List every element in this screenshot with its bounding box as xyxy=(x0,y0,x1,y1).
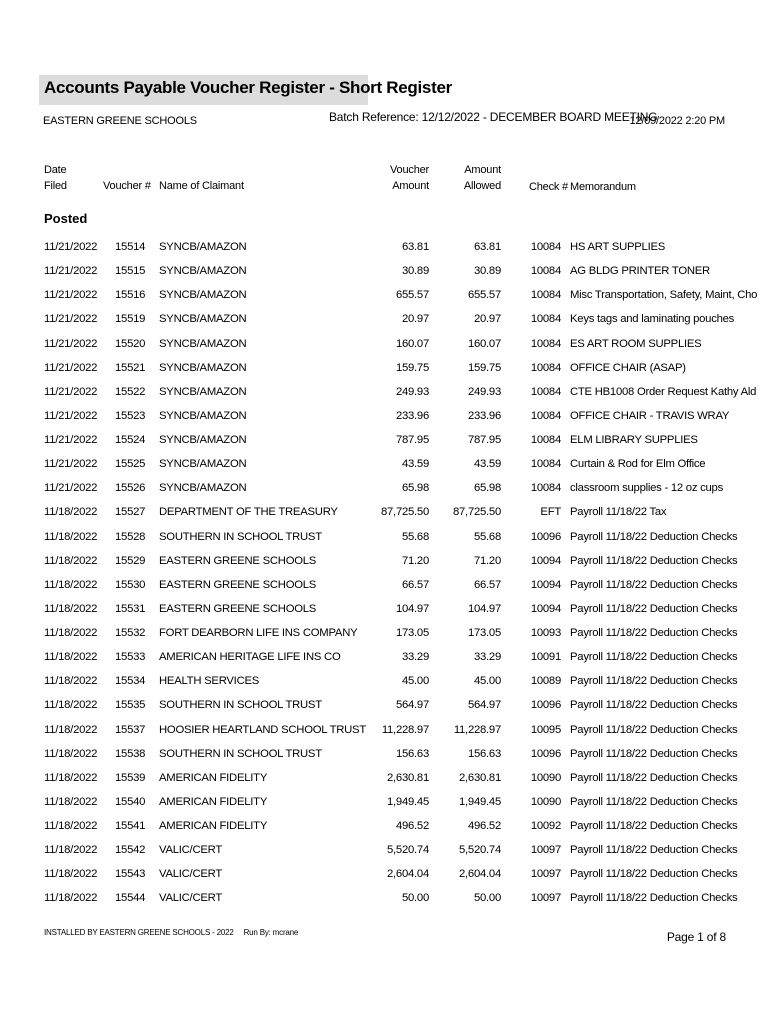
cell-date: 11/18/2022 xyxy=(44,506,98,519)
cell-check-number: 10084 xyxy=(530,458,561,471)
cell-claimant: SOUTHERN IN SCHOOL TRUST xyxy=(159,530,322,543)
cell-amount-allowed: 65.98 xyxy=(473,482,501,495)
cell-claimant: VALIC/CERT xyxy=(159,844,222,857)
cell-voucher-number: 15526 xyxy=(115,482,146,495)
cell-amount-allowed: 66.57 xyxy=(473,578,501,591)
cell-voucher-number: 15543 xyxy=(115,868,146,881)
cell-check-number: 10092 xyxy=(530,820,561,832)
cell-voucher-amount: 564.97 xyxy=(395,699,429,712)
cell-memorandum: Curtain & Rod for Elm Office xyxy=(570,458,706,471)
table-row xyxy=(0,791,770,815)
cell-check-number: 10097 xyxy=(530,892,561,905)
cell-date: 11/18/2022 xyxy=(44,602,98,615)
cell-memorandum: AG BLDG PRINTER TONER xyxy=(570,265,710,278)
cell-amount-allowed: 71.20 xyxy=(473,554,501,567)
cell-check-number: 10084 xyxy=(530,482,561,495)
cell-date: 11/21/2022 xyxy=(44,458,98,471)
cell-memorandum: Payroll 11/18/22 Deduction Checks xyxy=(570,723,738,736)
cell-check-number: 10091 xyxy=(530,651,561,664)
cell-voucher-number: 15537 xyxy=(115,723,146,736)
cell-date: 11/18/2022 xyxy=(44,699,98,712)
cell-voucher-amount: 87,725.50 xyxy=(380,506,429,519)
cell-amount-allowed: 787.95 xyxy=(467,434,501,446)
column-header-memorandum: Memorandum xyxy=(570,181,636,193)
table-row xyxy=(0,574,770,598)
cell-voucher-number: 15521 xyxy=(115,361,146,374)
cell-claimant: SYNCB/AMAZON xyxy=(159,434,247,446)
cell-amount-allowed: 159.75 xyxy=(467,361,501,374)
cell-claimant: EASTERN GREENE SCHOOLS xyxy=(159,578,317,591)
column-header-check-number: Check # xyxy=(529,181,568,193)
cell-claimant: VALIC/CERT xyxy=(159,868,222,881)
cell-date: 11/18/2022 xyxy=(44,795,98,808)
cell-date: 11/21/2022 xyxy=(44,482,98,495)
column-header-voucher-amount-line2: Amount xyxy=(392,180,429,192)
cell-date: 11/18/2022 xyxy=(44,675,98,688)
cell-amount-allowed: 43.59 xyxy=(473,458,501,471)
cell-voucher-amount: 33.29 xyxy=(401,651,429,664)
cell-memorandum: Payroll 11/18/22 Deduction Checks xyxy=(570,747,738,760)
cell-date: 11/18/2022 xyxy=(44,771,98,784)
table-row xyxy=(0,694,770,718)
cell-voucher-amount: 1,949.45 xyxy=(387,795,429,808)
column-header-amount-allowed-line2: Allowed xyxy=(463,180,501,192)
cell-date: 11/18/2022 xyxy=(44,844,98,857)
table-row xyxy=(0,743,770,767)
cell-amount-allowed: 55.68 xyxy=(473,530,501,543)
column-header-voucher-amount xyxy=(390,162,429,194)
cell-date: 11/18/2022 xyxy=(44,530,98,543)
cell-check-number: 10084 xyxy=(530,434,561,446)
cell-voucher-amount: 2,604.04 xyxy=(387,868,429,881)
cell-amount-allowed: 173.05 xyxy=(467,627,501,639)
table-row xyxy=(0,670,770,694)
cell-voucher-number: 15538 xyxy=(115,747,146,760)
cell-check-number: 10084 xyxy=(530,313,561,326)
column-header-date-line2: Filed xyxy=(44,180,67,192)
cell-voucher-number: 15514 xyxy=(115,241,146,253)
cell-voucher-number: 15522 xyxy=(115,385,146,398)
cell-memorandum: Payroll 11/18/22 Deduction Checks xyxy=(570,675,738,688)
cell-date: 11/18/2022 xyxy=(44,554,98,567)
cell-memorandum: Payroll 11/18/22 Deduction Checks xyxy=(570,530,738,543)
cell-voucher-amount: 11,228.97 xyxy=(381,723,429,736)
cell-claimant: AMERICAN FIDELITY xyxy=(159,771,268,784)
cell-amount-allowed: 249.93 xyxy=(467,385,501,398)
cell-claimant: SOUTHERN IN SCHOOL TRUST xyxy=(159,699,322,712)
cell-voucher-number: 15516 xyxy=(115,289,146,302)
table-row xyxy=(0,477,770,501)
cell-voucher-amount: 173.05 xyxy=(395,627,429,639)
cell-claimant: SYNCB/AMAZON xyxy=(159,289,247,302)
cell-claimant: SYNCB/AMAZON xyxy=(159,265,247,278)
batch-reference: Batch Reference: 12/12/2022 - DECEMBER BOARD MEETING xyxy=(329,110,658,124)
column-header-date xyxy=(44,162,67,194)
cell-voucher-amount: 160.07 xyxy=(395,337,429,350)
cell-amount-allowed: 104.97 xyxy=(467,602,501,615)
cell-claimant: AMERICAN HERITAGE LIFE INS CO xyxy=(159,651,341,664)
run-timestamp: 12/09/2022 2:20 PM xyxy=(629,115,725,127)
cell-voucher-number: 15542 xyxy=(115,844,146,857)
cell-memorandum: Payroll 11/18/22 Deduction Checks xyxy=(570,771,738,784)
cell-memorandum: Payroll 11/18/22 Deduction Checks xyxy=(570,554,738,567)
cell-voucher-amount: 71.20 xyxy=(401,554,429,567)
cell-memorandum: Payroll 11/18/22 Deduction Checks xyxy=(570,844,738,857)
cell-claimant: SYNCB/AMAZON xyxy=(159,458,247,471)
cell-voucher-number: 15525 xyxy=(115,458,146,471)
cell-memorandum: ES ART ROOM SUPPLIES xyxy=(570,337,702,350)
cell-amount-allowed: 87,725.50 xyxy=(452,506,501,519)
cell-voucher-amount: 5,520.74 xyxy=(387,844,429,857)
cell-amount-allowed: 5,520.74 xyxy=(459,844,501,857)
cell-date: 11/21/2022 xyxy=(44,337,98,350)
cell-voucher-amount: 159.75 xyxy=(395,361,429,374)
cell-memorandum: classroom supplies - 12 oz cups xyxy=(570,482,723,495)
cell-voucher-number: 15544 xyxy=(115,892,146,905)
column-header-voucher-number: Voucher # xyxy=(103,180,151,192)
cell-memorandum: Payroll 11/18/22 Deduction Checks xyxy=(570,795,738,808)
cell-amount-allowed: 156.63 xyxy=(467,747,501,760)
cell-date: 11/18/2022 xyxy=(44,651,98,664)
cell-voucher-number: 15535 xyxy=(115,699,146,712)
cell-memorandum: Payroll 11/18/22 Deduction Checks xyxy=(570,627,738,639)
table-row xyxy=(0,526,770,550)
cell-claimant: SYNCB/AMAZON xyxy=(159,361,247,374)
cell-voucher-amount: 787.95 xyxy=(395,434,429,446)
cell-claimant: FORT DEARBORN LIFE INS COMPANY xyxy=(159,627,358,639)
cell-claimant: EASTERN GREENE SCHOOLS xyxy=(159,602,317,615)
cell-date: 11/18/2022 xyxy=(44,627,98,639)
cell-voucher-number: 15519 xyxy=(115,313,146,326)
footer-installed-text: INSTALLED BY EASTERN GREENE SCHOOLS - 2022 xyxy=(44,928,234,937)
cell-voucher-amount: 30.89 xyxy=(401,265,429,278)
cell-voucher-number: 15523 xyxy=(115,409,146,422)
cell-check-number: 10093 xyxy=(530,627,561,639)
column-header-amount-allowed-line1: Amount xyxy=(464,164,501,176)
cell-check-number: 10096 xyxy=(530,530,561,543)
cell-memorandum: Payroll 11/18/22 Deduction Checks xyxy=(570,868,738,881)
cell-date: 11/21/2022 xyxy=(44,385,98,398)
cell-voucher-number: 15534 xyxy=(115,675,146,688)
cell-memorandum: Payroll 11/18/22 Deduction Checks xyxy=(570,651,738,664)
cell-date: 11/18/2022 xyxy=(44,747,98,760)
cell-voucher-number: 15515 xyxy=(115,265,146,278)
cell-check-number: 10097 xyxy=(530,844,561,857)
table-row xyxy=(0,839,770,863)
cell-voucher-amount: 63.81 xyxy=(401,241,429,253)
cell-check-number: 10096 xyxy=(530,699,561,712)
cell-claimant: SYNCB/AMAZON xyxy=(159,241,247,253)
cell-check-number: 10089 xyxy=(530,675,561,688)
cell-voucher-amount: 66.57 xyxy=(401,578,429,591)
cell-voucher-number: 15528 xyxy=(115,530,146,543)
table-row xyxy=(0,357,770,381)
table-row xyxy=(0,453,770,477)
cell-claimant: AMERICAN FIDELITY xyxy=(159,795,268,808)
section-label-posted: Posted xyxy=(44,211,88,226)
cell-memorandum: Payroll 11/18/22 Deduction Checks xyxy=(570,602,738,615)
cell-voucher-number: 15527 xyxy=(115,506,146,519)
table-row xyxy=(0,333,770,357)
cell-voucher-amount: 43.59 xyxy=(401,458,429,471)
cell-check-number: 10084 xyxy=(530,385,561,398)
table-row xyxy=(0,284,770,308)
cell-amount-allowed: 2,604.04 xyxy=(459,868,501,881)
table-row xyxy=(0,598,770,622)
cell-amount-allowed: 1,949.45 xyxy=(459,795,501,808)
cell-claimant: EASTERN GREENE SCHOOLS xyxy=(159,554,317,567)
cell-voucher-amount: 496.52 xyxy=(395,820,429,832)
cell-check-number: 10084 xyxy=(530,361,561,374)
cell-claimant: SYNCB/AMAZON xyxy=(159,337,247,350)
cell-claimant: VALIC/CERT xyxy=(159,892,222,905)
cell-amount-allowed: 20.97 xyxy=(473,313,501,326)
table-row xyxy=(0,646,770,670)
cell-amount-allowed: 33.29 xyxy=(473,651,501,664)
cell-voucher-number: 15531 xyxy=(115,602,146,615)
cell-voucher-amount: 655.57 xyxy=(395,289,429,302)
column-header-claimant: Name of Claimant xyxy=(159,180,244,192)
cell-date: 11/21/2022 xyxy=(44,241,98,253)
cell-claimant: HEALTH SERVICES xyxy=(159,675,260,688)
cell-date: 11/18/2022 xyxy=(44,820,98,832)
cell-claimant: SYNCB/AMAZON xyxy=(159,385,247,398)
footer-run-by: Run By: mcrane xyxy=(243,928,299,937)
column-header-date-line1: Date xyxy=(44,164,67,176)
cell-date: 11/18/2022 xyxy=(44,892,98,905)
cell-voucher-number: 15530 xyxy=(115,578,146,591)
cell-voucher-amount: 249.93 xyxy=(395,385,429,398)
cell-date: 11/21/2022 xyxy=(44,313,98,326)
cell-check-number: 10095 xyxy=(530,723,561,736)
cell-claimant: DEPARTMENT OF THE TREASURY xyxy=(159,506,338,519)
cell-check-number: EFT xyxy=(540,506,561,519)
cell-amount-allowed: 233.96 xyxy=(467,409,501,422)
cell-memorandum: Payroll 11/18/22 Deduction Checks xyxy=(570,699,738,712)
cell-check-number: 10084 xyxy=(530,265,561,278)
cell-voucher-amount: 2,630.81 xyxy=(387,771,429,784)
cell-amount-allowed: 2,630.81 xyxy=(459,771,501,784)
cell-check-number: 10096 xyxy=(530,747,561,760)
table-row xyxy=(0,308,770,332)
cell-voucher-amount: 45.00 xyxy=(401,675,429,688)
cell-voucher-amount: 233.96 xyxy=(395,409,429,422)
cell-voucher-amount: 55.68 xyxy=(401,530,429,543)
cell-voucher-amount: 156.63 xyxy=(395,747,429,760)
cell-memorandum: Payroll 11/18/22 Deduction Checks xyxy=(570,578,738,591)
cell-amount-allowed: 564.97 xyxy=(467,699,501,712)
cell-date: 11/21/2022 xyxy=(44,434,98,446)
table-row xyxy=(0,550,770,574)
table-row xyxy=(0,429,770,453)
cell-date: 11/21/2022 xyxy=(44,289,98,302)
cell-check-number: 10084 xyxy=(530,241,561,253)
cell-voucher-amount: 20.97 xyxy=(401,313,429,326)
cell-memorandum: Payroll 11/18/22 Deduction Checks xyxy=(570,820,738,832)
cell-date: 11/21/2022 xyxy=(44,361,98,374)
cell-memorandum: Payroll 11/18/22 Tax xyxy=(570,506,667,519)
cell-voucher-amount: 104.97 xyxy=(395,602,429,615)
cell-memorandum: CTE HB1008 Order Request Kathy Ald xyxy=(570,385,757,398)
cell-date: 11/18/2022 xyxy=(44,868,98,881)
cell-check-number: 10097 xyxy=(530,868,561,881)
table-row xyxy=(0,815,770,839)
cell-check-number: 10084 xyxy=(530,289,561,302)
cell-check-number: 10090 xyxy=(530,795,561,808)
table-row xyxy=(0,767,770,791)
cell-voucher-number: 15532 xyxy=(115,627,146,639)
footer-installed-by xyxy=(44,928,298,937)
cell-amount-allowed: 63.81 xyxy=(473,241,501,253)
cell-voucher-number: 15524 xyxy=(115,434,146,446)
cell-voucher-amount: 65.98 xyxy=(401,482,429,495)
table-row xyxy=(0,501,770,525)
cell-date: 11/18/2022 xyxy=(44,578,98,591)
cell-check-number: 10084 xyxy=(530,409,561,422)
cell-check-number: 10090 xyxy=(530,771,561,784)
table-row xyxy=(0,260,770,284)
cell-memorandum: OFFICE CHAIR - TRAVIS WRAY xyxy=(570,409,730,422)
cell-claimant: HOOSIER HEARTLAND SCHOOL TRUST xyxy=(159,723,366,736)
cell-memorandum: HS ART SUPPLIES xyxy=(570,241,666,253)
column-header-voucher-amount-line1: Voucher xyxy=(390,164,429,176)
organization-name: EASTERN GREENE SCHOOLS xyxy=(43,115,197,127)
table-row xyxy=(0,863,770,887)
report-title: Accounts Payable Voucher Register - Short Register xyxy=(44,78,452,97)
cell-voucher-number: 15533 xyxy=(115,651,146,664)
cell-voucher-number: 15540 xyxy=(115,795,146,808)
cell-date: 11/21/2022 xyxy=(44,265,98,278)
table-row xyxy=(0,719,770,743)
cell-memorandum: Keys tags and laminating pouches xyxy=(570,313,735,326)
cell-amount-allowed: 50.00 xyxy=(473,892,501,905)
table-row xyxy=(0,405,770,429)
cell-memorandum: OFFICE CHAIR (ASAP) xyxy=(570,361,686,374)
cell-amount-allowed: 30.89 xyxy=(473,265,501,278)
cell-date: 11/18/2022 xyxy=(44,723,98,736)
cell-check-number: 10094 xyxy=(530,578,561,591)
cell-claimant: SYNCB/AMAZON xyxy=(159,409,247,422)
column-header-amount-allowed xyxy=(464,162,501,194)
cell-voucher-number: 15541 xyxy=(115,820,146,832)
cell-check-number: 10094 xyxy=(530,602,561,615)
table-row xyxy=(0,887,770,911)
cell-claimant: AMERICAN FIDELITY xyxy=(159,820,268,832)
cell-claimant: SOUTHERN IN SCHOOL TRUST xyxy=(159,747,322,760)
cell-memorandum: Misc Transportation, Safety, Maint, Cho xyxy=(570,289,758,302)
cell-amount-allowed: 655.57 xyxy=(467,289,501,302)
table-row xyxy=(0,381,770,405)
table-row xyxy=(0,236,770,260)
cell-amount-allowed: 160.07 xyxy=(467,337,501,350)
cell-date: 11/21/2022 xyxy=(44,409,98,422)
page-number: Page 1 of 8 xyxy=(666,930,726,944)
cell-voucher-number: 15520 xyxy=(115,337,146,350)
table-row xyxy=(0,622,770,646)
cell-memorandum: Payroll 11/18/22 Deduction Checks xyxy=(570,892,738,905)
cell-memorandum: ELM LIBRARY SUPPLIES xyxy=(570,434,698,446)
cell-amount-allowed: 496.52 xyxy=(467,820,501,832)
cell-check-number: 10084 xyxy=(530,337,561,350)
cell-voucher-number: 15539 xyxy=(115,771,146,784)
cell-claimant: SYNCB/AMAZON xyxy=(159,482,247,495)
cell-voucher-number: 15529 xyxy=(115,554,146,567)
cell-amount-allowed: 45.00 xyxy=(473,675,501,688)
cell-claimant: SYNCB/AMAZON xyxy=(159,313,247,326)
cell-check-number: 10094 xyxy=(530,554,561,567)
cell-amount-allowed: 11,228.97 xyxy=(453,723,501,736)
cell-voucher-amount: 50.00 xyxy=(401,892,429,905)
voucher-table-body xyxy=(0,236,770,912)
